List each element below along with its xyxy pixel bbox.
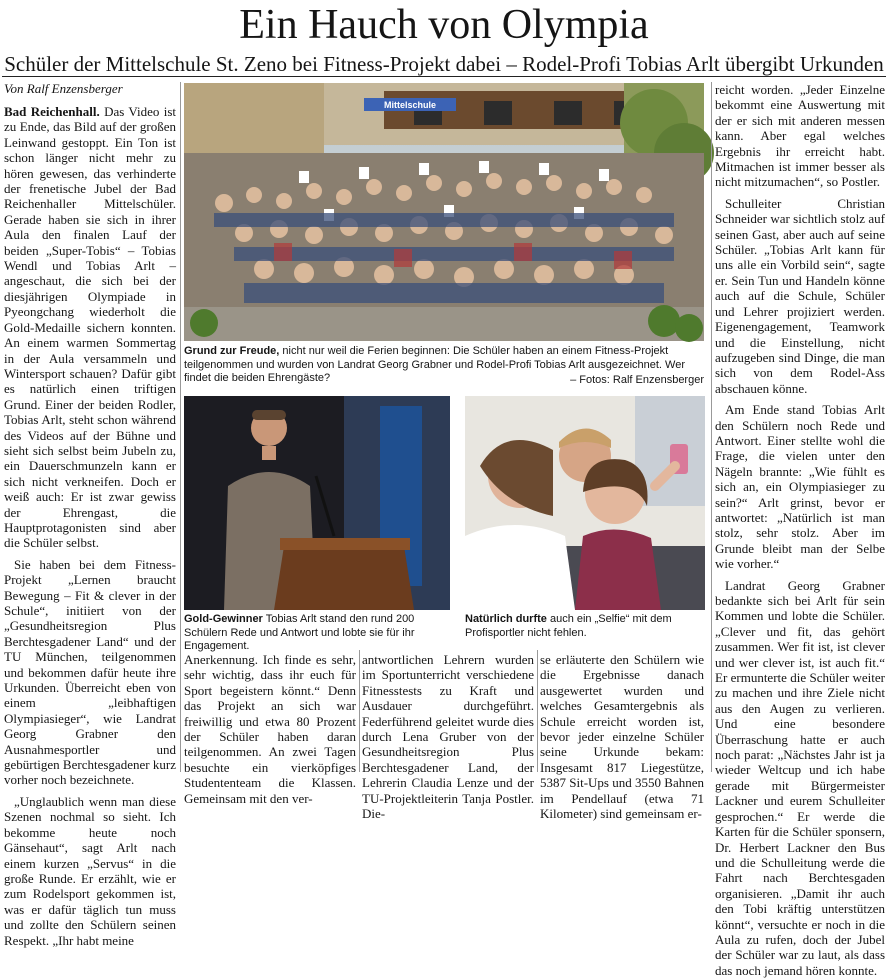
paragraph-2: Sie haben bei dem Fitness-Projekt „Lernen braucht Bewegung – Fit & clever in der Schule“, initiiert von der „Gesundheitsregion Plus Berchtesgadener Land“ und der TU München, teilgenommen und bekommen dafür heute ihre Urkunden. Überreicht eben von einem „leibhaftigen Olympiasieger“, wie Landrat Georg Grabner den Ausnahmesportler und gebürtigen Berchtesgadener kurz vorher noch bezeichnete.	[4, 556, 176, 788]
paragraph-1-text: Das Video ist zu Ende, das Bild auf der großen Leinwand gestoppt. Ein Ton ist schon länger nicht mehr zu hören gewesen, das verhinderte der frenetische Jubel der Bad Reichenhaller Mittelschüler. Gerade haben sie sich in ihrer Aula den finalen Lauf der beiden „Super-Tobis“ – Tobias Wendl und Tobias Arlt – angeschaut, die sich bei der diesjährigen Olympiade in Pyeongchang wiederholt die Gold-Medaille sichern konnten. An einem warmen Sommertag in der Aula versammeln und Wintersport schauen? Dafür gibt es natürlich einen triftigen Grund. Einer der beiden Rodler, Tobias Arlt, steht schon während des Videos auf der Bühne und sieht sich selbst beim Jubeln zu, ein Dauerschmunzeln kann er sich nicht verkneifen. Doch er weiß auch: Er ist zwar gewiss der Ehrengast, die Hauptprotagonisten sind aber die Schüler selbst.	[4, 104, 176, 551]
column-5-paragraph-3: Am Ende stand Tobias Arlt den Schülern noch Rede und Antwort. Einer stellte wohl die Frage, die vielen unter den Nägeln brannte: „Wie fühlt es sich an, ein Olympiasieger zu sein?“ Arlt grinst, bevor er antwortet: „Natürlich ist man stolz, sehr stolz. Aber im Grunde bleibt man der Selbe wie vorher.“	[715, 402, 885, 572]
subheadline: Schüler der Mittelschule St. Zeno bei Fitness-Projekt dabei – Rodel-Profi Tobias Arlt übergibt Urkunden	[4, 52, 884, 76]
speaker-photo	[184, 396, 450, 610]
main-caption-text: nicht nur weil die Ferien beginnen: Die Schüler haben an einem Fitness-Projekt teilgenommen und wurden von Landrat Georg Grabner und Rodel-Profi Tobias Arlt ausgezeichnet. Wer findet die beiden Ehrengäste?	[184, 345, 685, 384]
dateline: Bad Reichenhall.	[4, 104, 100, 119]
selfie-caption-text: auch ein „Selfie“ mit dem Profisportler nicht fehlen.	[465, 613, 672, 639]
column-5	[715, 82, 885, 978]
paragraph-1	[4, 104, 176, 551]
header-rule	[2, 76, 886, 77]
column-divider-2	[359, 650, 360, 772]
building-sign: Mittelschule	[383, 100, 437, 110]
headline: Ein Hauch von Olympia	[239, 2, 649, 48]
column-1	[4, 104, 176, 948]
speaker-photo-caption	[184, 613, 450, 654]
column-3	[362, 652, 534, 822]
selfie-caption-bold: Natürlich durfte	[465, 613, 547, 625]
selfie-photo-caption	[465, 613, 705, 640]
column-2-text: Anerkennung. Ich finde es sehr, sehr wichtig, dass ihr euch für Sport begeistern könnt.“ Denn das Projekt an sich war freiwillig und etwa 80 Prozent der Schüler haben daran teilgenommen. An zwei Tagen besuchte ein vierköpfiges Studententeam die Klassen. Gemeinsam mit den ver-	[184, 652, 356, 806]
speaker-caption-text: Tobias Arlt stand den rund 200 Schülern Rede und Antwort und lobte sie für ihr Engagement.	[184, 613, 415, 652]
column-5-paragraph-4: Landrat Georg Grabner bedankte sich bei Arlt für sein Kommen und lobte die Schüler. „Clever und fit, das gehört zusammen. Wer fit ist, ist clever und wer clever ist, ist auch fit.“ Er ermunterte die Schüler weiter zu machen und ihre Ziele nicht aus den Augen zu verlieren. Und eine besondere Überraschung hatte er auch noch parat: „Nächstes Jahr ist ja wieder Weltcup und ich habe gerade mit Bürgermeister Lackner und eurem Schulleiter gesprochen.“ Er werde die Karten für die Schüler sponsern, Dr. Herbert Lackner den Bus und die Schulleitung werde die Fahrt nach Berchtesgaden organisieren. „Damit ihr auch den Tobi kräftig unterstützen könnt“, versuchte er noch in die Aula zu rufen, doch der Jubel der Schüler war zu laut, als dass das noch jemand hören konnte.	[715, 577, 885, 978]
byline: Von Ralf Enzensberger	[4, 81, 123, 96]
column-4-text: se erläuterte den Schülern wie die Ergebnisse danach ausgewertet wurden und welches Gesamtergebnis als Schule erreicht worden ist, bevor jeder einzelne Schüler seine Urkunde bekam: Insgesamt 817 Liegestütze, 5387 Sit-Ups und 3550 Bahnen im Pendellauf (etwa 71 Kilometer) sind gemeinsam er-	[540, 652, 704, 822]
speaker-caption-bold: Gold-Gewinner	[184, 613, 263, 625]
column-5-paragraph-1: reicht worden. „Jeder Einzelne bekommt eine Auswertung mit der er sich mit anderen messen kann. Aber egal welches Ergebnis ihr erreicht habt. Mitmachen ist immer besser als nicht mitzumachen“, so Postler.	[715, 82, 885, 190]
main-caption-bold: Grund zur Freude,	[184, 345, 280, 357]
column-divider-3	[537, 650, 538, 772]
main-photo	[184, 83, 704, 341]
column-divider-4	[711, 82, 712, 772]
photo-credit: – Fotos: Ralf Enzensberger	[570, 374, 704, 386]
selfie-photo	[465, 396, 705, 610]
paragraph-3: „Unglaublich wenn man diese Szenen nochmal so sieht. Ich bekomme heute noch Gänsehaut“, sagt Arlt nach einem kurzen „Servus“ in die große Runde. Er erzählt, wie er zum Rodelsport gekommen ist, was er dafür täglich tun muss und zollte den Schülern seinen Respekt. „Ihr habt meine	[4, 793, 176, 948]
column-3-text: antwortlichen Lehrern wurden im Sportunterricht verschiedene Fitnesstests zu Kraft und Ausdauer durchgeführt. Federführend geleitet wurde dies durch Lena Gruber von der Gesundheitsregion Plus Berchtesgadener Land, der Lehrerin Claudia Lenze und der TU-Projektleiterin Tanja Postler. Die-	[362, 652, 534, 822]
column-divider-1	[180, 82, 181, 772]
column-2	[184, 652, 356, 806]
column-4	[540, 652, 704, 822]
column-5-paragraph-2: Schulleiter Christian Schneider war sichtlich stolz auf seinen Gast, aber auch auf seine Schüler. „Tobias Arlt kann für uns alle ein Vorbild sein“, sagte er. Sein Tun und Handeln könne auch auf die Schule, Schüler und Lehrer projiziert werden. Eigenengagement, Teamwork und die Einstellung, nicht aufzugeben sind Dinge, die man sich von dem Rodel-Ass abschauen könne.	[715, 195, 885, 396]
